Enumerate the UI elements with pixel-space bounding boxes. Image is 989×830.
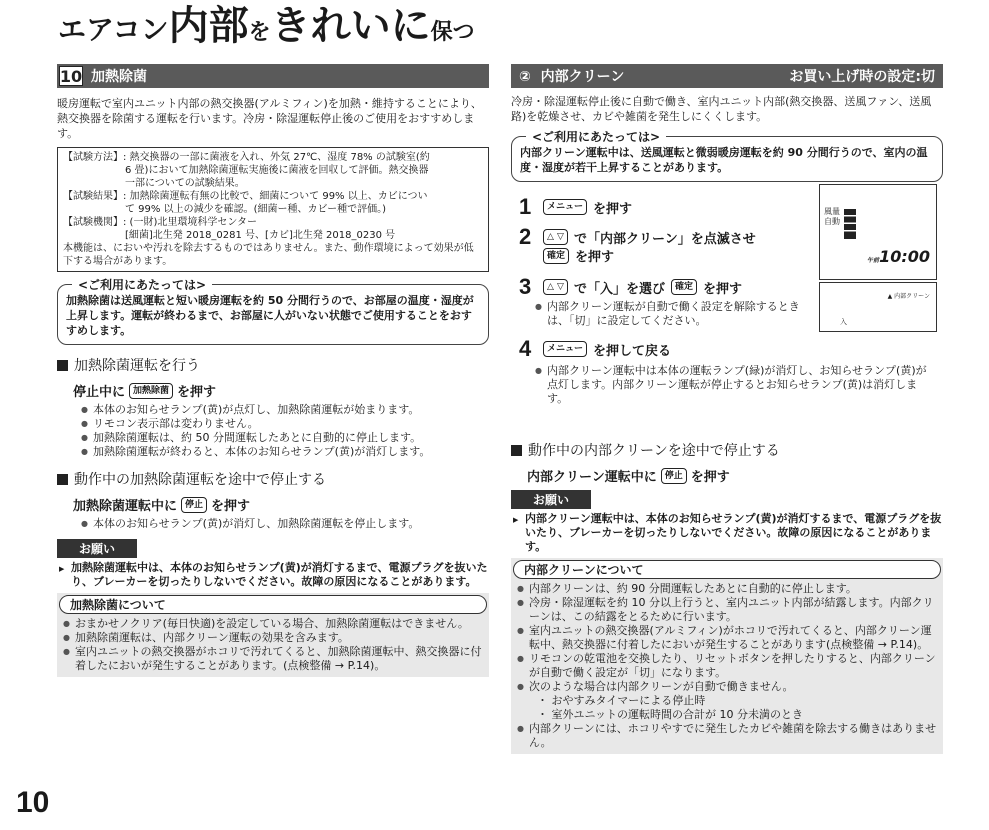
stop-instruction: 内部クリーン運転中に 停止 を押す xyxy=(527,466,943,485)
list-item: ● 冷房・除湿運転を約 10 分以上行うと、室内ユニット内部が結露します。内部クリーンは、この結露をとるために行います。 xyxy=(517,596,937,624)
up-down-button[interactable]: △ ▽ xyxy=(543,229,568,245)
step-4: 4 メニュー を押して戻る xyxy=(519,336,672,361)
step-2-confirm: 確定 を押す xyxy=(543,246,614,265)
run-instruction: 停止中に 加熱除菌 を押す xyxy=(73,381,489,400)
list-item: ● 加熱除菌運転が終わると、本体のお知らせランプ(黄)が消灯します。 xyxy=(57,445,489,459)
list-item: ● 加熱除菌運転は、内部クリーン運転の効果を含みます。 xyxy=(63,631,483,645)
stop-button[interactable]: 停止 xyxy=(181,497,207,513)
list-item: ● 加熱除菌運転は、約 50 分間運転したあとに自動的に停止します。 xyxy=(57,431,489,445)
confirm-button[interactable]: 確定 xyxy=(543,248,569,264)
about-internal-clean: 内部クリーンについて ● 内部クリーンは、約 90 分間運転したあとに自動的に停止します。 ● 冷房・除湿運転を約 10 分以上行うと、室内ユニット内部が結露します。内部クリーンは、この結露をとるために行います。 ● 室内ユニットの熱交換器(アルミフィン)がホコリで汚れてくると、内部クリーン運転中、熱交換器に付着したにおいが発生することがあります(点検整備 → P.14)。 ● リモコンの乾電池を交換したり、リセットボタンを押したりすると、内部クリーンが自動で働く設定が「切」になります。 ● 次のような場合は内部クリーンが自動で働きません。 ・ おやすみタイマーによる停止時 ・ 室外ユニットの運転時間の合計が 10 分未満のとき ● 内部クリーンには、ホコリやすでに発生したカビや雑菌を除去する働きはありません。 xyxy=(511,558,943,754)
menu-button[interactable]: メニュー xyxy=(543,199,587,215)
remote-display: 風量 自動 午前10:00 xyxy=(819,184,937,280)
step-1: 1 メニュー を押す xyxy=(519,194,633,219)
remote-display-2: ▲ 内部クリーン 入 xyxy=(819,282,937,332)
request-label: お願い xyxy=(57,539,137,558)
list-item: ● リモコンの乾電池を交換したり、リセットボタンを押したりすると、内部クリーンが自動で働く設定が「切」になります。 xyxy=(517,652,937,680)
list-item: ● 次のような場合は内部クリーンが自動で働きません。 xyxy=(517,680,937,694)
usage-notice: <ご利用にあたっては> 加熱除菌は送風運転と短い暖房運転を約 50 分間行うので、お部屋の温度・湿度が上昇します。運転が終わるまで、お部屋に人がいない状態でご使用することをおすすめします。 xyxy=(57,284,489,345)
right-column xyxy=(511,64,943,754)
stop-instruction: 加熱除菌運転中に 停止 を押す xyxy=(73,495,489,514)
list-item: ● 室内ユニットの熱交換器がホコリで汚れてくると、加熱除菌運転中、熱交換器に付着したにおいが発生することがあります。(点検整備 → P.14)。 xyxy=(63,645,483,673)
list-item: ● 室内ユニットの熱交換器(アルミフィン)がホコリで汚れてくると、内部クリーン運転中、熱交換器に付着したにおいが発生することがあります(点検整備 → P.14)。 xyxy=(517,624,937,652)
page-number: 10 xyxy=(16,786,50,819)
left-column xyxy=(57,64,489,677)
intro-text: 冷房・除湿運転停止後に自動で働き、室内ユニット内部(熱交換器、送風ファン、送風路)を乾燥させ、カビや雑菌を発生しにくくします。 xyxy=(511,95,932,123)
heading-run: 加熱除菌運転を行う xyxy=(57,355,489,375)
list-item: ● 内部クリーンは、約 90 分間運転したあとに自動的に停止します。 xyxy=(517,582,937,596)
list-item: ● 本体のお知らせランプ(黄)が点灯し、加熱除菌運転が始まります。 xyxy=(57,403,489,417)
list-item: ● 内部クリーンには、ホコリやすでに発生したカビや雑菌を除去する働きはありません。 xyxy=(517,722,937,750)
up-down-button[interactable]: △ ▽ xyxy=(543,279,568,295)
intro-text: 暖房運転で室内ユニット内部の熱交換器(アルミフィン)を加熱・維持することにより、熱交換器を除菌する運転を行います。冷房・除湿運転停止後のご使用をおすすめします。 xyxy=(57,97,482,140)
heading-stop: 動作中の加熱除菌運転を途中で停止する xyxy=(57,469,489,489)
section-header-internal-clean: ② 内部クリーン お買い上げ時の設定:切 xyxy=(511,64,943,88)
section-header-heat-sterilize: 10 加熱除菌 xyxy=(57,64,489,88)
confirm-button[interactable]: 確定 xyxy=(671,279,697,295)
request-text: ▶ 内部クリーン運転中は、本体のお知らせランプ(黄)が消灯するまで、電源プラグを抜いたり、ブレーカーを切ったりしないでください。故障の原因になることがあります。 xyxy=(511,512,943,554)
fan-level-icon xyxy=(844,209,856,239)
heading-stop: 動作中の内部クリーンを途中で停止する xyxy=(511,440,943,460)
list-item: ● リモコン表示部は変わりません。 xyxy=(57,417,489,431)
list-item: ● 内部クリーン運転中は本体の運転ランプ(緑)が消灯し、お知らせランプ(黄)が点灯します。内部クリーン運転が停止するとお知らせランプ(黄)は消灯します。 xyxy=(511,364,931,406)
heat-sterilize-button[interactable]: 加熱除菌 xyxy=(129,383,173,399)
stop-button[interactable]: 停止 xyxy=(661,468,687,484)
list-item: ● おまかせノクリア(毎日快適)を設定している場合、加熱除菌運転はできません。 xyxy=(63,617,483,631)
list-item: ● 本体のお知らせランプ(黄)が消灯し、加熱除菌運転を停止します。 xyxy=(57,517,489,531)
menu-button[interactable]: メニュー xyxy=(543,341,587,357)
step-3: 3 △ ▽ で「入」を選び 確定 を押す xyxy=(519,274,743,299)
about-heat-sterilize: 加熱除菌について ● おまかせノクリア(毎日快適)を設定している場合、加熱除菌運転はできません。 ● 加熱除菌運転は、内部クリーン運転の効果を含みます。 ● 室内ユニットの熱交換器がホコリで汚れてくると、加熱除菌運転中、熱交換器に付着したにおいが発生することがあります。(点検整備 → P.14)。 xyxy=(57,593,489,677)
usage-notice: <ご利用にあたっては> 内部クリーン運転中は、送風運転と微弱暖房運転を約 90 分間行うので、室内の温度・湿度が若干上昇することがあります。 xyxy=(511,136,943,182)
steps-area xyxy=(511,190,943,440)
request-text: ▶ 加熱除菌運転中は、本体のお知らせランプ(黄)が消灯するまで、電源プラグを抜いたり、ブレーカーを切ったりしないでください。故障の原因になることがあります。 xyxy=(57,561,489,589)
list-item: ● 内部クリーン運転が自動で働く設定を解除するときは、「切」に設定してください。 xyxy=(511,300,811,328)
test-info-box: 【試験方法】: 熱交換器の一部に菌液を入れ、外気 27℃、湿度 78% の試験室(約 6 畳)において加熱除菌運転実施後に菌液を回収して評価。熱交換器 一部についての試験結果。 【試験結果】: 加熱除菌運転有無の比較で、細菌について 99% 以上、カビについ て 99% 以上の減少を確認。(細菌ー種、カビー種で評価。) 【試験機関】: (一財)北里環境科学センター [細菌]北生発 2018_0281 号、[カビ]北生発 2018_0230 号 本機能は、においや汚れを除去するものではありません。また、動作環境によって効果が低下する場合があります。 xyxy=(57,147,489,272)
step-2: 2 △ ▽ で「内部クリーン」を点滅させ xyxy=(519,224,756,249)
request-label: お願い xyxy=(511,490,591,509)
page-title: エアコン内部をきれいに保つ xyxy=(58,3,475,49)
